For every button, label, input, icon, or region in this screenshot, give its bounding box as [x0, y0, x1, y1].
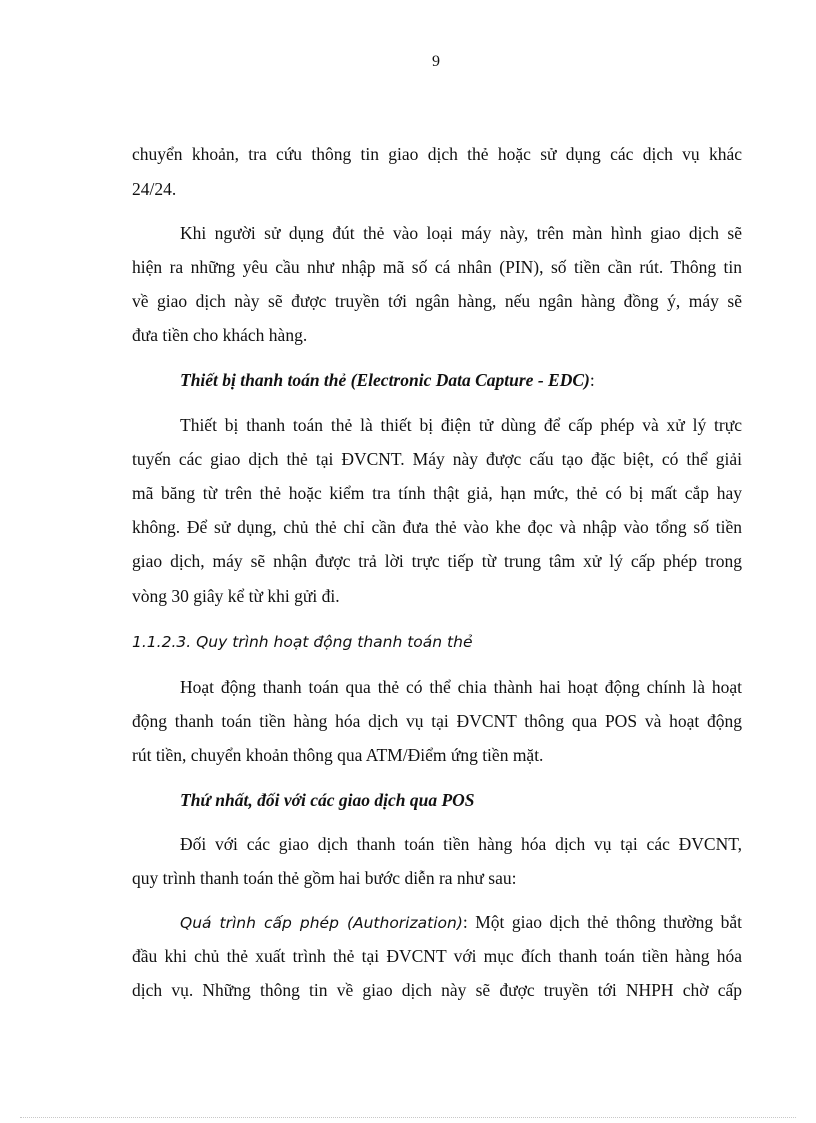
paragraph-line: Thiết bị thanh toán thẻ là thiết bị điện tử dùng để cấp phép và xử lý trực: [180, 415, 742, 435]
paragraph-line: dịch vụ. Những thông tin về giao dịch này sẽ được truyền tới NHPH chờ cấp: [132, 980, 742, 1000]
paragraph-line: hiện ra những yêu cầu như nhập mã số cá nhân (PIN), số tiền cần rút. Thông tin: [132, 257, 742, 277]
paragraph-line: đầu khi chủ thẻ xuất trình thẻ tại ĐVCNT với mục đích thanh toán tiền hàng hóa: [132, 946, 742, 966]
heading-suffix: :: [589, 370, 595, 390]
paragraph-line: 24/24.: [132, 179, 177, 199]
paragraph-line: mã băng từ trên thẻ hoặc kiểm tra tính thật giả, hạn mức, thẻ có bị mất cắp hay: [132, 483, 742, 503]
paragraph-line: không. Để sử dụng, chủ thẻ chỉ cần đưa thẻ vào khe đọc và nhập vào tổng số tiền: [132, 517, 742, 537]
paragraph-line: động thanh toán tiền hàng hóa dịch vụ tại ĐVCNT thông qua POS và hoạt động: [132, 711, 742, 731]
paragraph-line: về giao dịch này sẽ được truyền tới ngân hàng, nếu ngân hàng đồng ý, máy sẽ: [132, 291, 742, 311]
section-heading: [180, 369, 595, 391]
paragraph-line: tuyến các giao dịch thẻ tại ĐVCNT. Máy này được cấu tạo đặc biệt, có thể giải: [132, 449, 742, 469]
paragraph-line: đưa tiền cho khách hàng.: [132, 325, 308, 345]
paragraph-line: Khi người sử dụng đút thẻ vào loại máy này, trên màn hình giao dịch sẽ: [180, 223, 742, 243]
paragraph-lead-term: Quá trình cấp phép (Authorization): [180, 914, 463, 932]
paragraph-line: giao dịch, máy sẽ nhận được trả lời trực tiếp từ trung tâm xử lý cấp phép trong: [132, 551, 742, 571]
section-heading: Thứ nhất, đối với các giao dịch qua POS: [180, 790, 475, 810]
paragraph-line: [180, 911, 742, 934]
subsection-heading: 1.1.2.3. Quy trình hoạt động thanh toán thẻ: [132, 633, 473, 651]
paragraph-lead-rest: : Một giao dịch thẻ thông thường bắt: [462, 912, 743, 932]
page-number: 9: [432, 53, 440, 70]
paragraph-line: quy trình thanh toán thẻ gồm hai bước diễn ra như sau:: [132, 868, 517, 888]
paragraph-line: Hoạt động thanh toán qua thẻ có thể chia thành hai hoạt động chính là hoạt: [180, 677, 742, 697]
paragraph-line: Đối với các giao dịch thanh toán tiền hàng hóa dịch vụ tại các ĐVCNT,: [180, 834, 742, 854]
heading-text: Thiết bị thanh toán thẻ (Electronic Data Capture - EDC): [180, 370, 590, 390]
paragraph-line: rút tiền, chuyển khoản thông qua ATM/Điểm ứng tiền mặt.: [132, 745, 544, 765]
paragraph-line: chuyển khoản, tra cứu thông tin giao dịch thẻ hoặc sử dụng các dịch vụ khác: [132, 144, 742, 164]
page-bottom-border: [20, 1117, 796, 1118]
paragraph-line: vòng 30 giây kể từ khi gửi đi.: [132, 586, 340, 606]
